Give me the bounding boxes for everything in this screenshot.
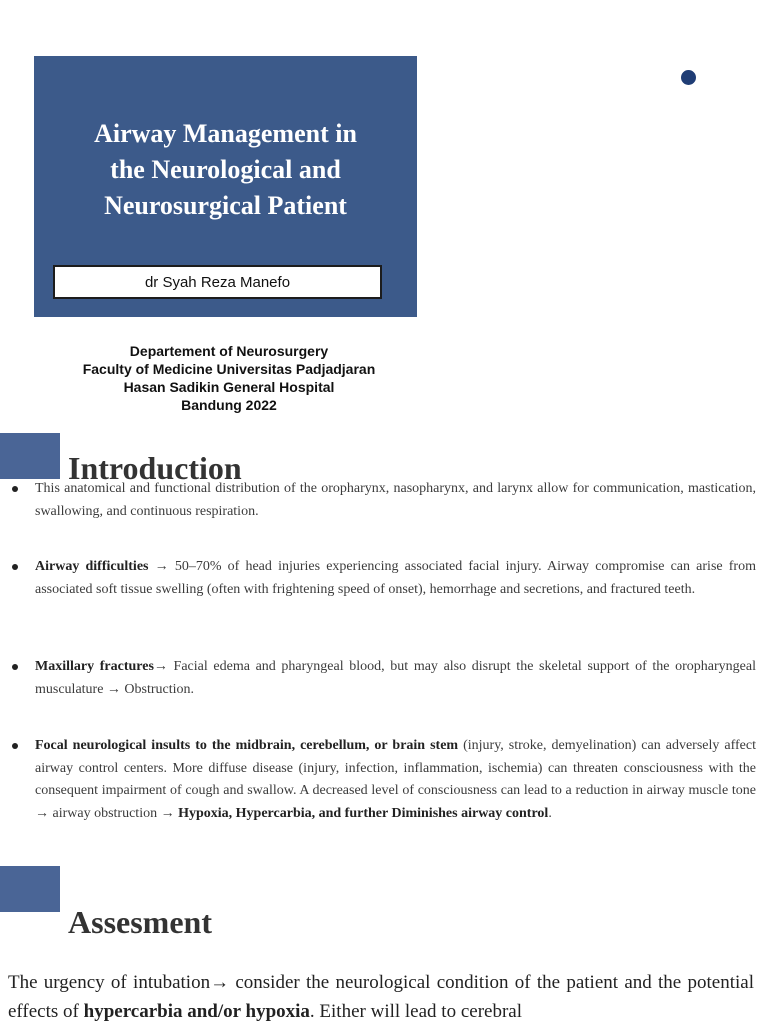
affiliation-city-year: Bandung 2022 — [181, 397, 277, 413]
paragraph-bold: hypercarbia and/or hypoxia — [83, 1001, 310, 1022]
affiliation-department: Departement of Neurosurgery — [129, 343, 329, 359]
assessment-accent-square — [0, 866, 60, 912]
bullet-dot — [12, 664, 18, 670]
bullet-bold-lead: Airway difficulties — [35, 559, 149, 574]
bullet-text: (injury, stroke, demyelination) can adversely affect airway control centers. More diffuse disease (injury, infection, inflammation, ischemia) can threaten consciousness with the consequent impairment of cough and swallow. A decreased level of consciousness can lead to a reduction in airway muscle tone → airway obstruction → — [35, 738, 756, 821]
introduction-heading: Introduction — [68, 450, 242, 486]
bullet-item — [35, 735, 756, 825]
bullet-item — [35, 556, 756, 601]
paragraph-text: . Either will lead to cerebral — [309, 1001, 522, 1022]
bullet-item — [35, 478, 756, 523]
bullet-item — [35, 656, 756, 701]
title-block — [34, 56, 417, 317]
bullet-text: → 50–70% of head injuries experiencing associated facial injury. Airway compromise can arise from associated soft tissue swelling (often with frightening speed of onset), hemorrhage and secretions, and fractured teeth. — [35, 559, 756, 597]
introduction-accent-square — [0, 433, 60, 479]
affiliation-hospital: Hasan Sadikin General Hospital — [123, 379, 335, 395]
bullet-text: → Facial edema and pharyngeal blood, but may also disrupt the skeletal support of the oropharyngeal musculature → Obstruction. — [35, 659, 756, 697]
bullet-dot — [12, 486, 18, 492]
bullet-bold-tail: Hypoxia, Hypercarbia, and further Diminishes airway control — [178, 805, 549, 821]
presentation-title: Airway Management in the Neurological and Neurosurgical Patient — [94, 119, 357, 220]
bullet-bold-lead: Maxillary fractures — [35, 659, 154, 674]
bullet-bold-lead: Focal neurological insults to the midbrain, cerebellum, or brain stem — [35, 738, 459, 753]
bullet-dot — [12, 743, 18, 749]
assessment-heading: Assesment — [68, 904, 212, 940]
bullet-tail: . — [548, 805, 552, 821]
affiliation-block — [34, 342, 424, 414]
paragraph-text: The urgency of intubation→ consider the neurological condition of the patient and the potential effects of — [8, 972, 754, 1022]
bullet-dot — [12, 564, 18, 570]
decorative-dot — [681, 70, 696, 85]
bullet-text: This anatomical and functional distribution of the oropharynx, nasopharynx, and larynx allow for communication, mastication, swallowing, and continuous respiration. — [35, 481, 756, 519]
assessment-paragraph — [8, 968, 754, 1024]
author-name: dr Syah Reza Manefo — [53, 265, 382, 299]
affiliation-faculty: Faculty of Medicine Universitas Padjadjaran — [82, 361, 376, 377]
